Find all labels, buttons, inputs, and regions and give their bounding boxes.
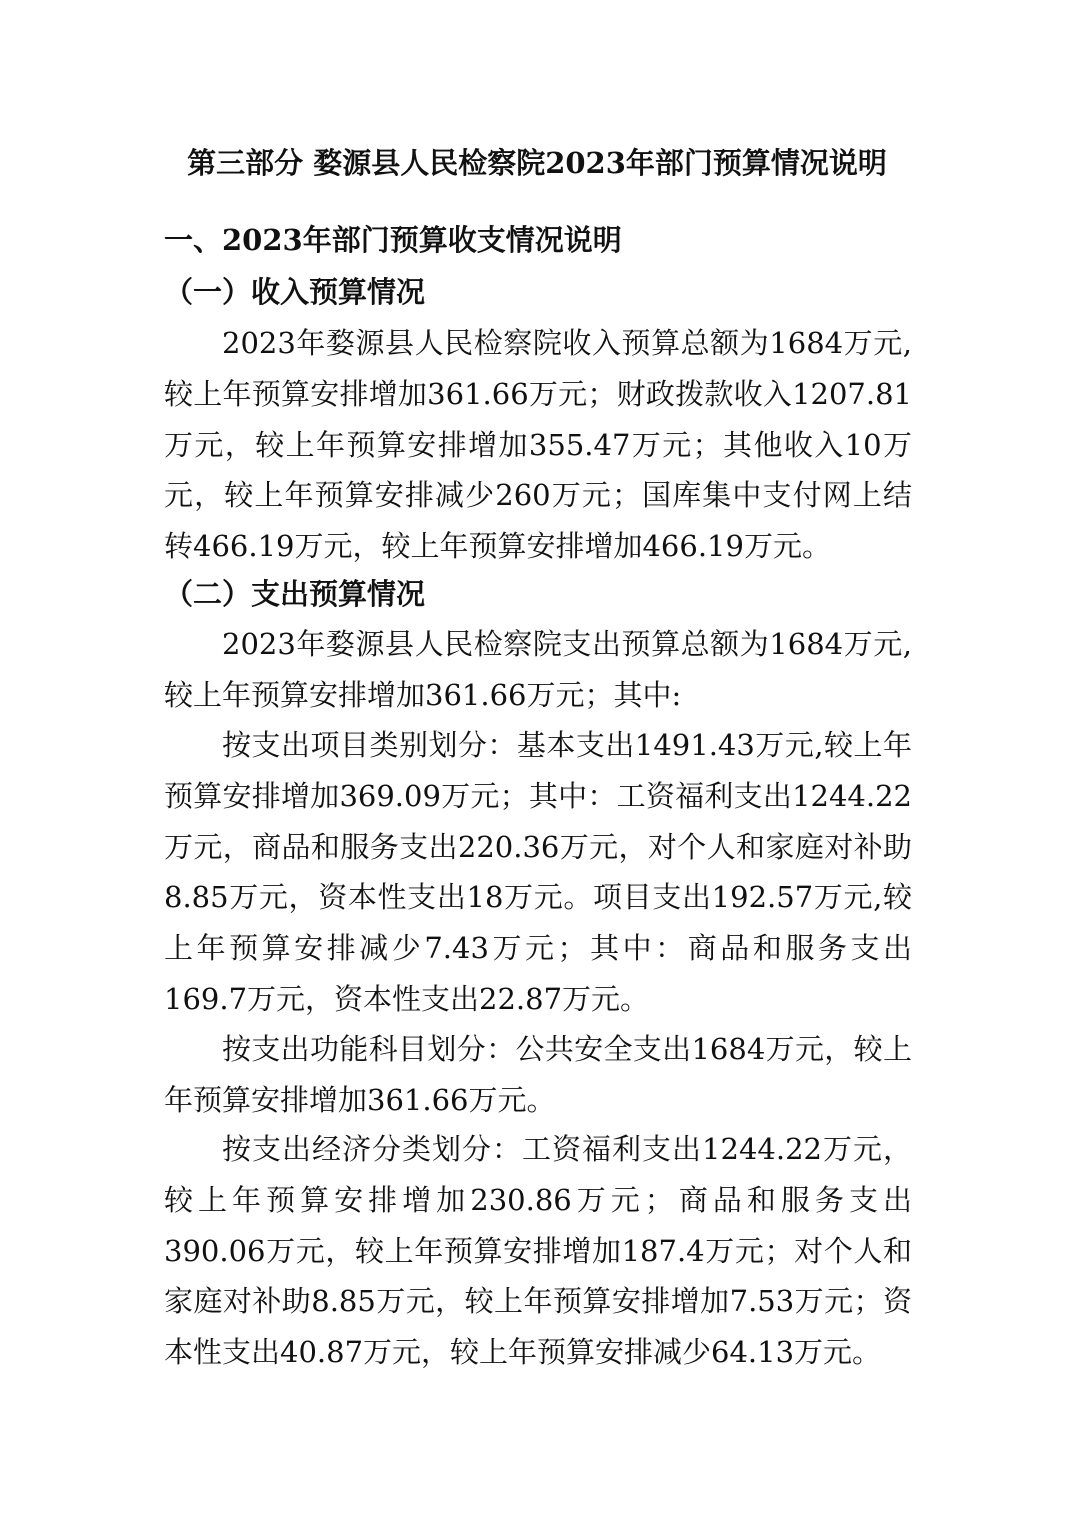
subsection-heading-income: （一）收入预算情况 xyxy=(164,275,426,309)
paragraph-expenditure-by-economic: 按支出经济分类划分：工资福利支出1244.22万元，较上年预算安排增加230.86万元；商品和服务支出390.06万元，较上年预算安排增加187.4万元；对个人和家庭对补助8.85万元，较上年预算安排增加7.53万元；资本性支出40.87万元，较上年预算安排减少64.13万元。 xyxy=(164,1132,912,1370)
section-heading-budget-overview: 一、2023年部门预算收支情况说明 xyxy=(164,223,622,257)
paragraph-income-budget: 2023年婺源县人民检察院收入预算总额为1684万元,较上年预算安排增加361.66万元；财政拨款收入1207.81万元，较上年预算安排增加355.47万元；其他收入10万元，较上年预算安排减少260万元；国库集中支付网上结转466.19万元，较上年预算安排增加466.19万元。 xyxy=(164,326,912,564)
paragraph-expenditure-by-function: 按支出功能科目划分：公共安全支出1684万元，较上年预算安排增加361.66万元。 xyxy=(164,1032,912,1117)
paragraph-expenditure-by-category: 按支出项目类别划分：基本支出1491.43万元,较上年预算安排增加369.09万元；其中：工资福利支出1244.22万元，商品和服务支出220.36万元，对个人和家庭对补助8.85万元，资本性支出18万元。项目支出192.57万元,较上年预算安排减少7.43万元；其中：商品和服务支出169.7万元，资本性支出22.87万元。 xyxy=(164,728,912,1016)
paragraph-expenditure-total: 2023年婺源县人民检察院支出预算总额为1684万元,较上年预算安排增加361.66万元；其中: xyxy=(164,627,912,712)
subsection-heading-expenditure: （二）支出预算情况 xyxy=(164,577,426,611)
page-title: 第三部分 婺源县人民检察院2023年部门预算情况说明 xyxy=(187,146,887,180)
